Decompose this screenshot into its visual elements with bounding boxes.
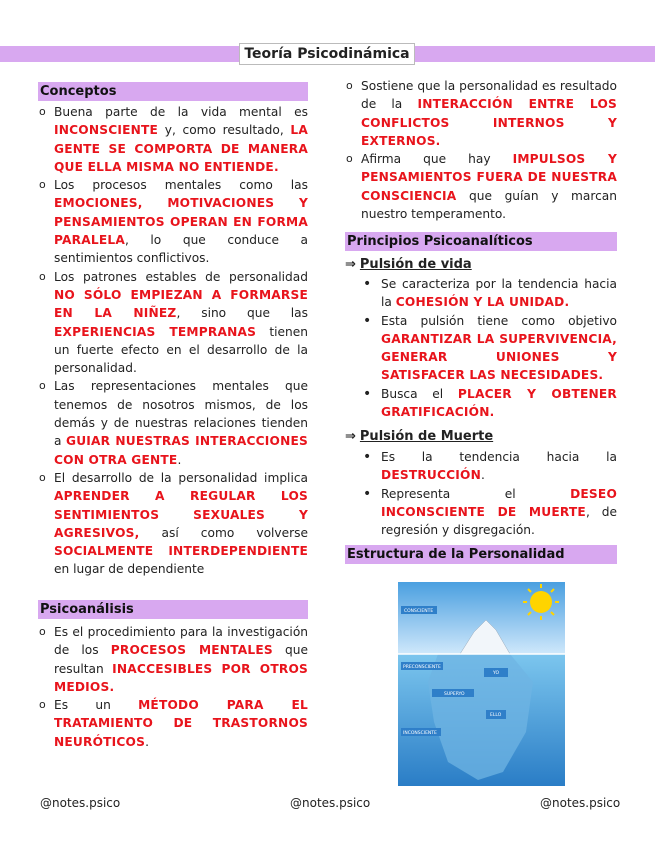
item-text: , de regresión y disgregación. — [381, 504, 617, 538]
item-text: El desarrollo de la personalidad implica — [54, 470, 308, 485]
muerte-list — [345, 448, 617, 539]
highlight-text: PLACER Y OBTENER GRATIFICACIÓN. — [381, 386, 617, 420]
vida-list — [345, 275, 617, 421]
heading-estructura: Estructura de la Personalidad — [345, 545, 617, 564]
list-item — [38, 623, 308, 696]
highlight-text: NO SÓLO EMPIEZAN A FORMARSE EN LA NIÑEZ — [54, 287, 308, 321]
vida-list-wrap — [345, 275, 617, 421]
item-text: Se caracteriza por la tendencia hacia la — [381, 277, 617, 310]
conceptos-list-wrap — [38, 103, 308, 579]
footer-right: @notes.psico — [540, 796, 621, 810]
highlight-text: MÉTODO PARA EL TRATAMIENTO DE TRASTORNOS NEURÓTICOS — [54, 698, 309, 749]
item-text: Es un — [54, 698, 139, 713]
list-item — [345, 385, 617, 422]
highlight-text: GARANTIZAR LA SUPERVIVENCIA, GENERAR UNIONES Y SATISFACER LAS NECESIDADES. — [381, 331, 617, 383]
label-yo: YO — [493, 671, 500, 676]
list-item — [345, 312, 617, 385]
item-text: Es la tendencia hacia la — [381, 450, 617, 464]
footer-left: @notes.psico — [40, 796, 121, 810]
item-text: y, como resultado, — [158, 123, 291, 138]
item-text: Representa el — [381, 486, 571, 501]
heading-principios: Principios Psicoanalíticos — [345, 232, 617, 251]
highlight-text: INTERACCIÓN ENTRE LOS CONFLICTOS INTERNOS Y EXTERNOS. — [361, 97, 617, 148]
highlight-text: LA GENTE SE COMPORTA DE MANERA QUE ELLA MISMA NO ENTIENDE. — [54, 123, 308, 174]
highlight-text: INACCESIBLES POR OTROS MEDIOS. — [54, 661, 308, 694]
item-text: Busca el — [381, 386, 458, 401]
list-item — [38, 268, 308, 378]
item-text: Los procesos mentales como las — [54, 178, 308, 193]
arrow-icon: ⇒ — [345, 429, 356, 444]
item-text: que resultan — [54, 643, 308, 676]
item-text: tienen un fuerte efecto en el desarrollo de la personalidad. — [54, 324, 309, 376]
right-top-list — [345, 77, 617, 223]
list-item — [345, 77, 617, 150]
list-item — [345, 275, 617, 312]
list-item — [38, 469, 308, 579]
subheading-pulsion-muerte — [345, 429, 493, 444]
highlight-text: PROCESOS MENTALES — [110, 643, 273, 658]
conceptos-list — [38, 103, 308, 579]
pulsion-vida-label: Pulsión de vida — [359, 257, 472, 272]
list-item — [38, 176, 308, 267]
heading-conceptos: Conceptos — [38, 82, 308, 101]
label-ello: ELLO — [490, 713, 502, 718]
list-item — [345, 150, 617, 223]
muerte-list-wrap — [345, 448, 617, 539]
subheading-pulsion-vida — [345, 257, 472, 272]
page-title: Teoría Psicodinámica — [239, 43, 415, 65]
highlight-text: SOCIALMENTE INTERDEPENDIENTE — [54, 544, 308, 559]
item-text: Sostiene que la personalidad es resultado de la — [361, 79, 617, 112]
list-item — [38, 377, 308, 468]
highlight-text: EMOCIONES, MOTIVACIONES Y PENSAMIENTOS OPERAN EN FORMA PARALELA — [54, 196, 308, 248]
highlight-text: GUIAR NUESTRAS INTERACCIONES CON OTRA GENTE — [54, 434, 308, 467]
arrow-icon: ⇒ — [345, 257, 356, 272]
highlight-text: DESTRUCCIÓN — [381, 468, 481, 483]
item-text: . — [177, 452, 182, 467]
list-item — [38, 696, 308, 751]
item-text: . — [145, 734, 149, 749]
list-item — [345, 448, 617, 485]
item-text: en lugar de dependiente — [54, 562, 205, 577]
item-text: Es el procedimiento para la investigación de los — [54, 625, 308, 658]
list-item — [345, 485, 617, 540]
right-top-list-wrap — [345, 77, 617, 223]
pulsion-muerte-label: Pulsión de Muerte — [359, 429, 494, 444]
list-item — [38, 103, 308, 176]
item-text: Los patrones estables de personalidad — [54, 269, 308, 284]
title-bar — [0, 43, 655, 65]
item-text: Afirma que hay — [361, 152, 513, 167]
item-text: que guían y marcan nuestro temperamento. — [361, 188, 617, 222]
psicoanalisis-list-wrap — [38, 623, 308, 751]
highlight-text: IMPULSOS Y PENSAMIENTOS FUERA DE NUESTRA CONSCIENCIA — [361, 152, 618, 203]
item-text: así como volverse — [139, 525, 308, 540]
item-text: , lo que conduce a sentimientos conflictivos. — [54, 233, 308, 266]
footer-center: @notes.psico — [290, 796, 371, 810]
highlight-text: COHESIÓN Y LA UNIDAD. — [395, 295, 570, 310]
item-text: Buena parte de la vida mental es — [54, 105, 308, 119]
label-inconsciente: INCONSCIENTE — [403, 731, 437, 736]
item-text: , sino que las — [176, 306, 309, 321]
heading-psicoanalisis: Psicoanálisis — [38, 600, 308, 619]
highlight-text: EXPERIENCIAS TEMPRANAS — [54, 324, 257, 339]
iceberg-illustration — [398, 582, 565, 786]
label-consciente: CONSCIENTE — [404, 609, 434, 614]
psicoanalisis-list — [38, 623, 308, 751]
item-text: Esta pulsión tiene como objetivo — [381, 313, 617, 328]
label-superyo: SUPERYO — [444, 692, 465, 697]
highlight-text: INCONSCIENTE — [54, 123, 159, 138]
highlight-text: DESEO INCONSCIENTE DE MUERTE — [381, 486, 617, 519]
item-text: . — [481, 468, 485, 483]
item-text: Las representaciones mentales que tenemos de nosotros mismos, de los demás y de nuestras relaciones tienden a — [54, 379, 308, 449]
highlight-text: APRENDER A REGULAR LOS SENTIMIENTOS SEXUALES Y AGRESIVOS, — [54, 489, 308, 540]
label-preconsciente: PRECONSCIENTE — [403, 665, 441, 670]
